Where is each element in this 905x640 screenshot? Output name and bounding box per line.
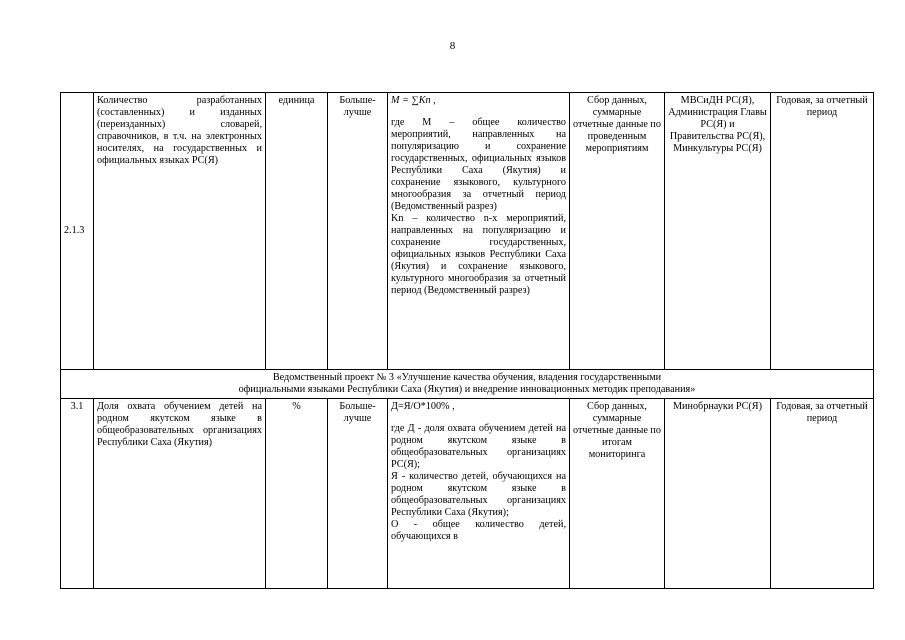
calculation-method — [388, 399, 570, 589]
row-number: 3.1 — [61, 399, 94, 589]
indicators-table — [60, 92, 874, 589]
indicator-name: Количество разработанных (составленных) и изданных (переизданных) словарей, справочников, в т.ч. на электронных носителях, на государственных и официальных языках РС(Я) — [94, 93, 266, 370]
periodicity: Годовая, за отчетный период — [771, 93, 874, 370]
collection-method: Сбор данных, суммарные отчетные данные по проведенным мероприятиям — [570, 93, 665, 370]
direction-cell: Больше-лучше — [328, 93, 388, 370]
formula-description: Я - количество детей, обучающихся на родном якутском языке в общеобразовательных организациях Республики Саха (Якутия); — [391, 471, 566, 518]
section-header-row — [61, 370, 874, 399]
section-title-line: Ведомственный проект № 3 «Улучшение качества обучения, владения государственными — [272, 372, 662, 383]
formula-description: где Д - доля охвата обучением детей на родном якутском языке в общеобразовательных организациях РС(Я); — [391, 423, 566, 470]
page-number: 8 — [449, 40, 456, 52]
unit-cell: % — [266, 399, 328, 589]
collection-method: Сбор данных, суммарные отчетные данные по итогам мониторинга — [570, 399, 665, 589]
table-row — [61, 93, 874, 370]
formula-description: где М – общее количество мероприятий, направленных на популяризацию и сохранение государственных, официальных языков Республики Саха (Якутия) и сохранение языкового, культурного многообразия за отчетный период (Ведомственный разрез) — [391, 117, 566, 212]
responsible-body: МВСиДН РС(Я), Администрация Главы РС(Я) и Правительства РС(Я), Минкультуры РС(Я) — [665, 93, 771, 370]
formula-description: О - общее количество детей, обучающихся в — [391, 519, 566, 542]
row-number: 2.1.3 — [61, 93, 94, 370]
formula: M = ∑Kn , — [391, 95, 436, 106]
formula: Д=Я/О*100% , — [391, 401, 455, 412]
indicator-name: Доля охвата обучением детей на родном якутском языке в общеобразовательных организациях Республики Саха (Якутия) — [94, 399, 266, 589]
periodicity: Годовая, за отчетный период — [771, 399, 874, 589]
calculation-method — [388, 93, 570, 370]
responsible-body: Минобрнауки РС(Я) — [665, 399, 771, 589]
formula-description: Kn – количество n-х мероприятий, направленных на популяризацию и сохранение государственных, официальных языков Республики Саха (Якутия) и сохранение языкового, культурного многообразия за отчетный период (Ведомственный разрез) — [391, 213, 566, 296]
unit-cell: единица — [266, 93, 328, 370]
section-title — [61, 370, 874, 399]
direction-cell: Больше-лучше — [328, 399, 388, 589]
table-row — [61, 399, 874, 589]
section-title-line: официальными языками Республики Саха (Якутия) и внедрение инновационных методик преподавания» — [238, 384, 696, 395]
